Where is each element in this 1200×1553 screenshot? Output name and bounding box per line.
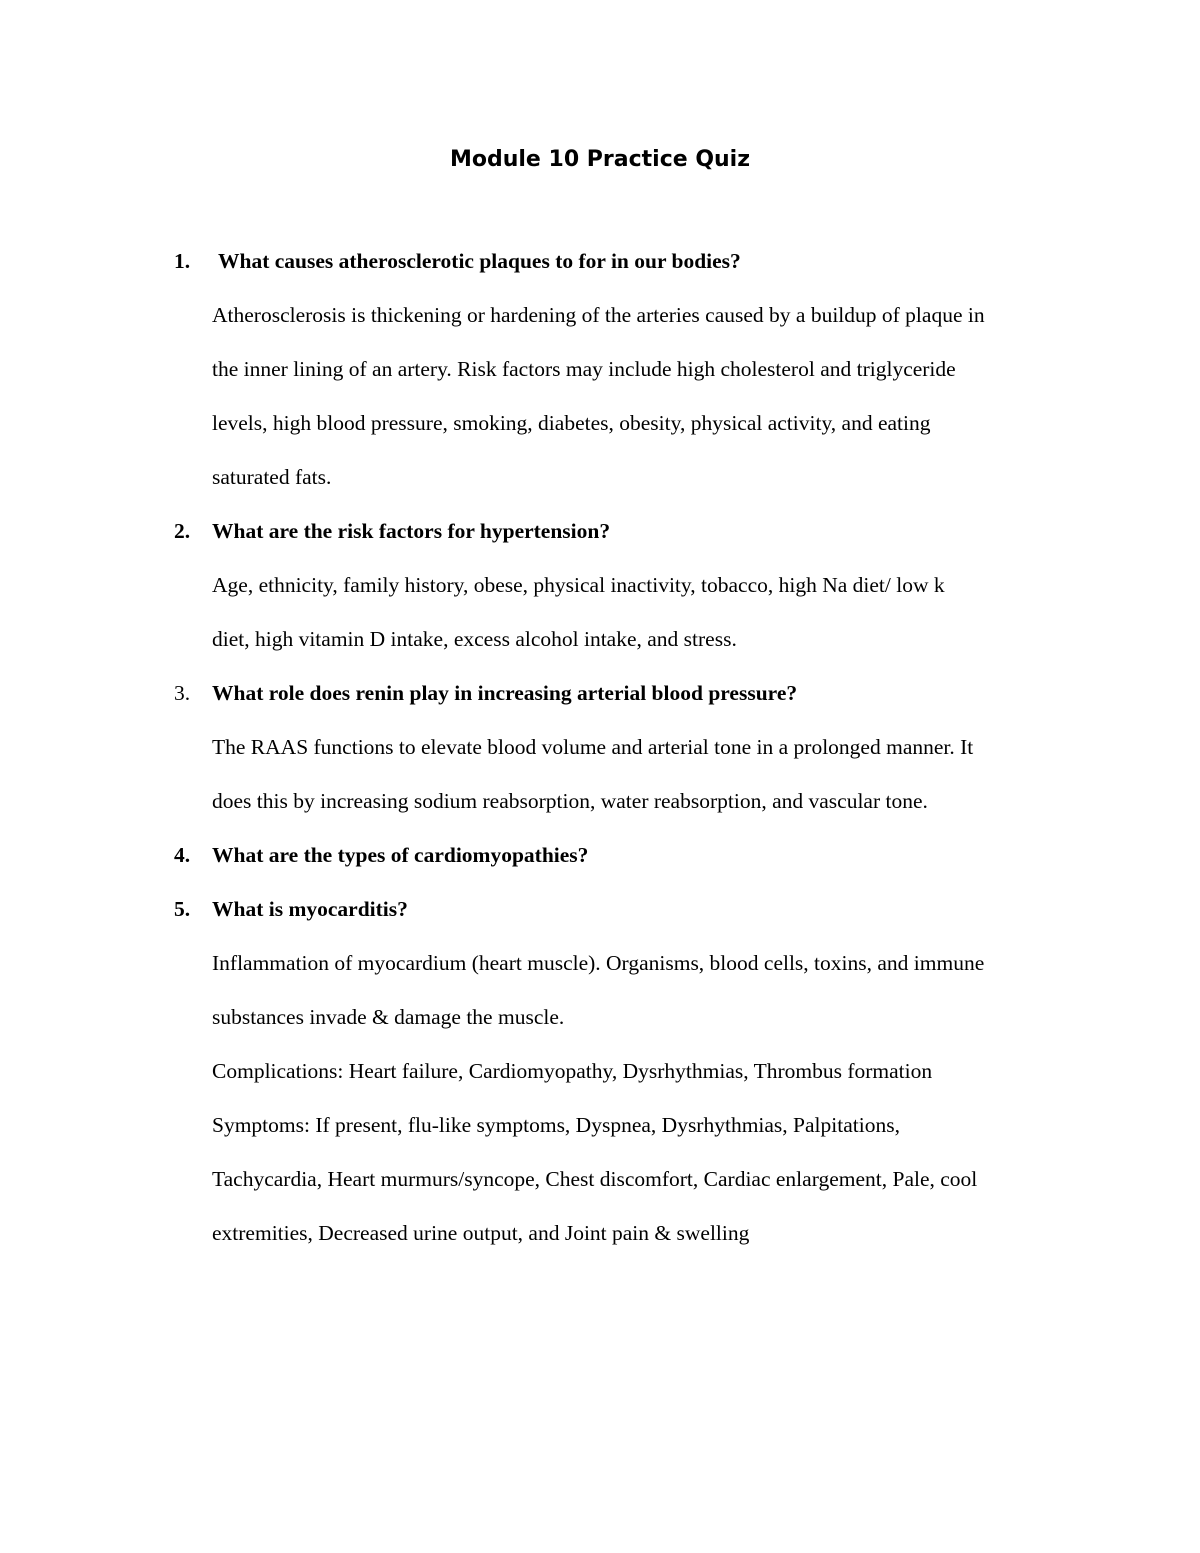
answer-line: levels, high blood pressure, smoking, diabetes, obesity, physical activity, and eating xyxy=(212,411,931,435)
answer-line: Symptoms: If present, flu-like symptoms, Dyspnea, Dysrhythmias, Palpitations, xyxy=(212,1113,900,1137)
answer-line: does this by increasing sodium reabsorption, water reabsorption, and vascular tone. xyxy=(212,789,928,813)
answer-line: Inflammation of myocardium (heart muscle). Organisms, blood cells, toxins, and immune xyxy=(212,951,985,975)
question-number: 1. xyxy=(174,249,191,273)
question-number: 4. xyxy=(174,843,191,867)
question-number: 3. xyxy=(174,681,191,705)
question-text: What role does renin play in increasing arterial blood pressure? xyxy=(212,681,798,705)
question-number: 2. xyxy=(174,519,191,543)
answer-line: The RAAS functions to elevate blood volume and arterial tone in a prolonged manner. It xyxy=(212,735,974,759)
answer-line: diet, high vitamin D intake, excess alcohol intake, and stress. xyxy=(212,627,737,651)
question-number: 5. xyxy=(174,897,191,921)
answer-line: substances invade & damage the muscle. xyxy=(212,1005,565,1029)
answer-line: extremities, Decreased urine output, and Joint pain & swelling xyxy=(212,1221,750,1245)
page-title: Module 10 Practice Quiz xyxy=(449,147,751,172)
answer-line: Age, ethnicity, family history, obese, physical inactivity, tobacco, high Na diet/ low k xyxy=(212,573,945,597)
question-text: What is myocarditis? xyxy=(212,897,408,921)
question-text: What causes atherosclerotic plaques to for in our bodies? xyxy=(218,249,741,273)
answer-line: the inner lining of an artery. Risk factors may include high cholesterol and triglyceride xyxy=(212,357,956,381)
answer-line: Complications: Heart failure, Cardiomyopathy, Dysrhythmias, Thrombus formation xyxy=(212,1059,933,1083)
question-text: What are the risk factors for hypertension? xyxy=(212,519,611,543)
answer-line: Tachycardia, Heart murmurs/syncope, Chest discomfort, Cardiac enlargement, Pale, cool xyxy=(212,1167,978,1191)
answer-line: Atherosclerosis is thickening or hardening of the arteries caused by a buildup of plaque in xyxy=(212,303,985,327)
answer-line: saturated fats. xyxy=(212,465,332,489)
question-text: What are the types of cardiomyopathies? xyxy=(212,843,589,867)
